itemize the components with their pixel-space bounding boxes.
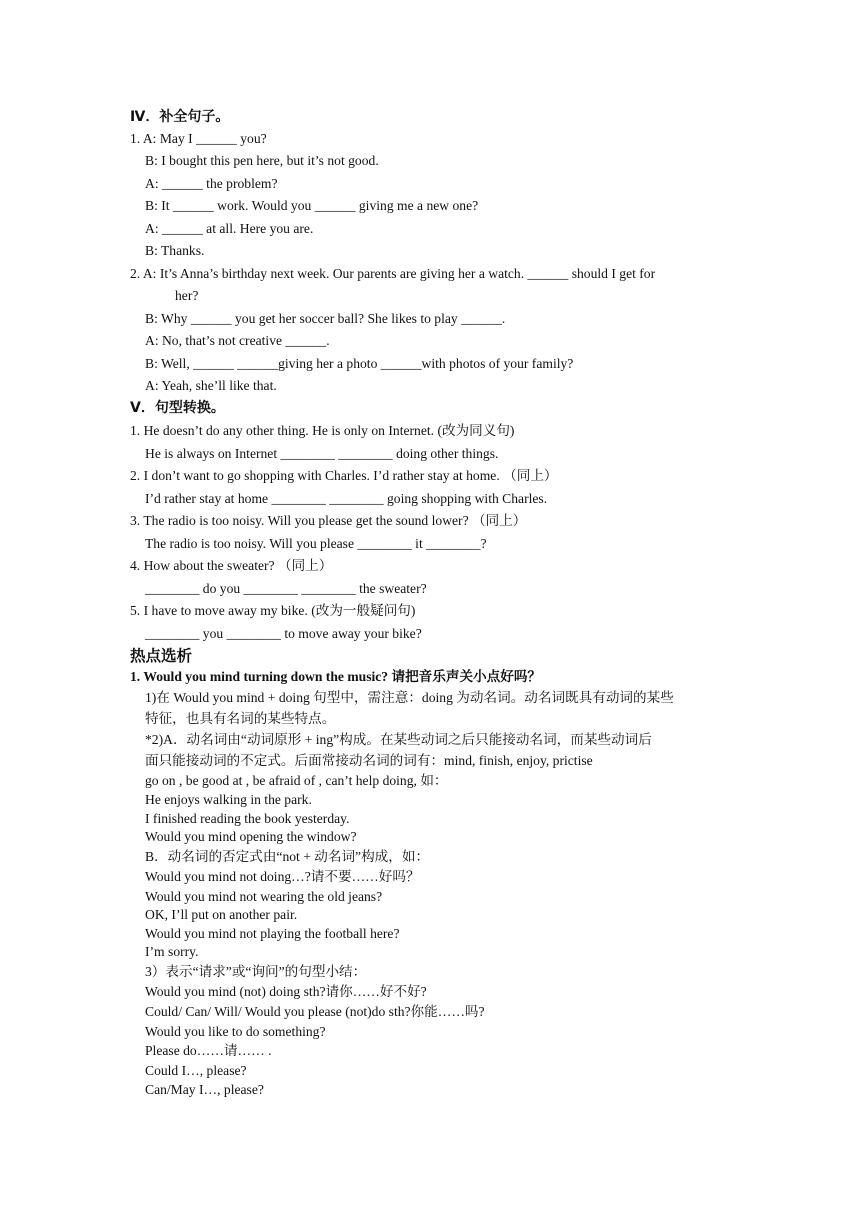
- hotspot-line: I finished reading the book yesterday.: [145, 811, 350, 826]
- s5-line: 4. How about the sweater? （同上）: [130, 558, 333, 573]
- hotspot-line: Could I…, please?: [145, 1063, 247, 1078]
- hotspot-line: 1)在 Would you mind + doing 句型中，需注意：doing 为动名词。动名词既具有动词的某些: [145, 690, 674, 705]
- s5-line: 3. The radio is too noisy. Will you please get the sound lower? （同上）: [130, 513, 527, 528]
- hotspot-line: Would you mind opening the window?: [145, 829, 357, 844]
- s4-line: B: I bought this pen here, but it’s not good.: [145, 153, 379, 168]
- section-5-heading: Ⅴ．句型转换。: [130, 400, 225, 416]
- hotspot-line: *2)A．动名词由“动词原形 + ing”构成。在某些动词之后只能接动名词，而某些动词后: [145, 732, 652, 747]
- s5-line: ________ do you ________ ________ the sweater?: [145, 581, 427, 596]
- section-4-heading: Ⅳ．补全句子。: [130, 109, 230, 125]
- s4-line: 2. A: It’s Anna’s birthday next week. Our parents are giving her a watch. ______ should I get for: [130, 266, 656, 281]
- hotspot-line: B．动名词的否定式由“not + 动名词”构成，如：: [145, 849, 430, 864]
- s4-line: A: ______ at all. Here you are.: [145, 221, 314, 236]
- s5-line: 1. He doesn’t do any other thing. He is only on Internet. (改为同义句): [130, 423, 515, 438]
- hotspot-subheading: 1. Would you mind turning down the music? 请把音乐声关小点好吗？: [130, 669, 542, 684]
- hotspot-line: He enjoys walking in the park.: [145, 792, 312, 807]
- s5-line: ________ you ________ to move away your bike?: [145, 626, 422, 641]
- hotspot-heading: 热点选析: [130, 647, 193, 665]
- s4-line: her?: [175, 288, 199, 303]
- s5-line: He is always on Internet ________ ________ doing other things.: [145, 446, 499, 461]
- s4-line: B: Thanks.: [145, 243, 205, 258]
- hotspot-line: 3）表示“请求”或“询问”的句型小结：: [145, 964, 367, 979]
- hotspot-line: Would you mind not wearing the old jeans?: [145, 889, 383, 904]
- s5-line: 2. I don’t want to go shopping with Charles. I’d rather stay at home. （同上）: [130, 468, 558, 483]
- s4-line: A: ______ the problem?: [145, 176, 278, 191]
- hotspot-line: Would you mind (not) doing sth?请你……好不好?: [145, 984, 427, 999]
- hotspot-line: 特征，也具有名词的某些特点。: [145, 711, 336, 726]
- s4-line: A: No, that’s not creative ______.: [145, 333, 330, 348]
- s5-line: The radio is too noisy. Will you please ________ it ________?: [145, 536, 487, 551]
- hotspot-line: Would you like to do something?: [145, 1024, 326, 1039]
- hotspot-line: Could/ Can/ Will/ Would you please (not)do sth?你能……吗?: [145, 1004, 485, 1019]
- hotspot-line: Can/May I…, please?: [145, 1082, 264, 1097]
- hotspot-line: go on , be good at , be afraid of , can’t help doing, 如：: [145, 773, 448, 788]
- hotspot-line: Please do……请…… .: [145, 1043, 272, 1058]
- hotspot-line: I’m sorry.: [145, 944, 199, 959]
- s5-line: 5. I have to move away my bike. (改为一般疑问句): [130, 603, 416, 618]
- s5-line: I’d rather stay at home ________ ________ going shopping with Charles.: [145, 491, 548, 506]
- s4-line: A: Yeah, she’ll like that.: [145, 378, 277, 393]
- s4-line: 1. A: May I ______ you?: [130, 131, 267, 146]
- hotspot-line: Would you mind not doing…?请不要……好吗？: [145, 869, 420, 884]
- s4-line: B: It ______ work. Would you ______ giving me a new one?: [145, 198, 479, 213]
- hotspot-line: OK, I’ll put on another pair.: [145, 907, 298, 922]
- s4-line: B: Why ______ you get her soccer ball? She likes to play ______.: [145, 311, 506, 326]
- hotspot-line: 面只能接动词的不定式。后面常接动名词的词有：mind, finish, enjoy, prictise: [145, 753, 593, 768]
- s4-line: B: Well, ______ ______giving her a photo ______with photos of your family?: [145, 356, 574, 371]
- hotspot-line: Would you mind not playing the football here?: [145, 926, 400, 941]
